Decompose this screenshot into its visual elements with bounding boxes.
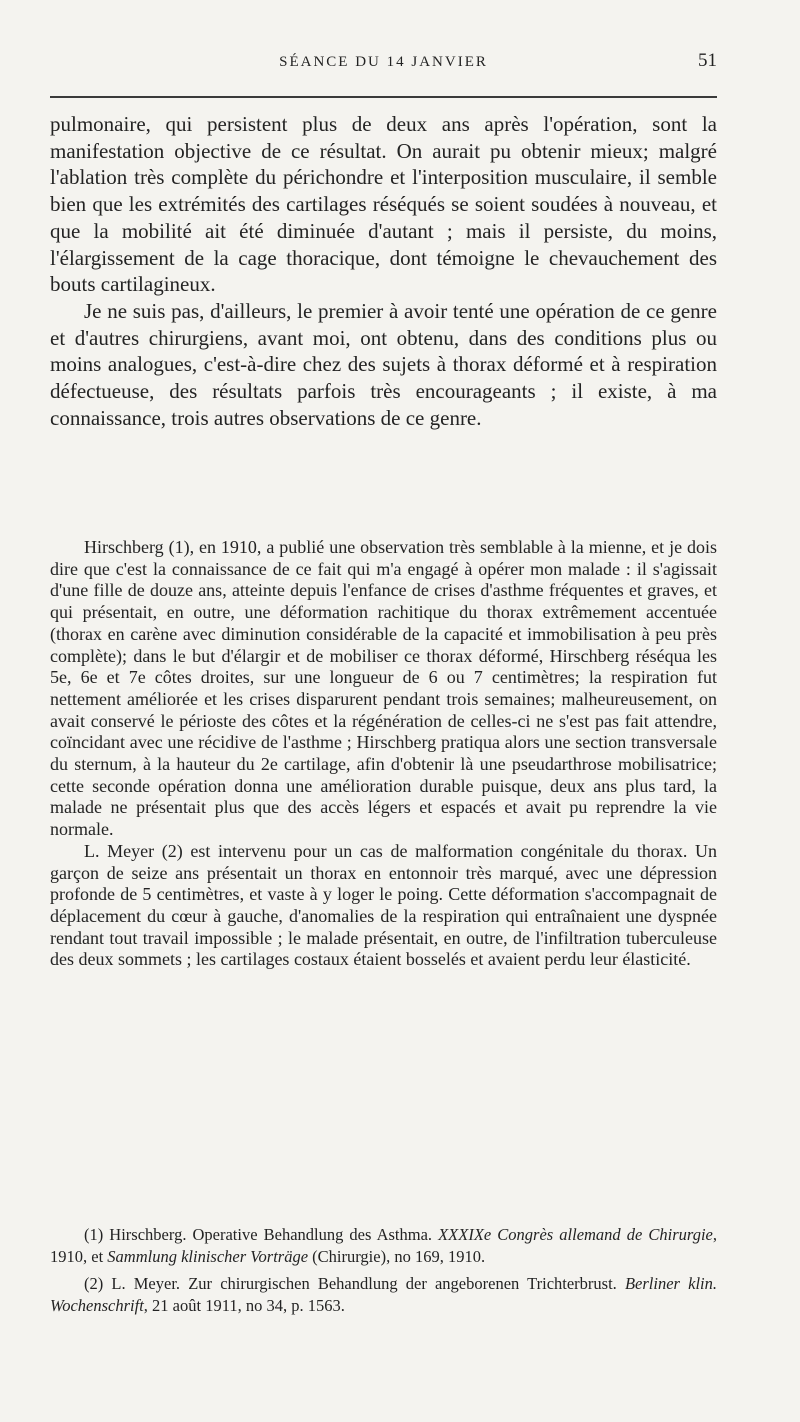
footnotes	[50, 1224, 717, 1316]
footnote-1-suffix: (Chirurgie), no 169, 1910.	[308, 1246, 486, 1266]
paragraph-4: L. Meyer (2) est intervenu pour un cas de malformation congénitale du thorax. Un garçon de seize ans présentait un thorax en entonnoir très marqué, avec une dépression profonde de 5 centimètres, et vaste à y loger le poing. Cette déformation s'accompagnait de déplacement du cœur à gauche, d'anomalies de la respiration qui entraînaient une dyspnée rendant tout travail impossible ; le malade présentait, en outre, de l'infiltration tuberculeuse des deux sommets ; les cartilages costaux étaient bosselés et avaient perdu leur élasticité.	[50, 840, 717, 970]
footnote-2	[50, 1273, 717, 1316]
paragraph-1: pulmonaire, qui persistent plus de deux ans après l'opération, sont la manifestation objective de ce résultat. On aurait pu obtenir mieux; malgré l'ablation très complète du périchondre et l'interposition musculaire, il semble bien que les extrémités des cartilages réséqués se soient soudées à nouveau, et que la mobilité ait été diminuée d'autant ; mais il persiste, du moins, l'élargissement de la cage thoracique, dont témoigne le chevauchement des bouts cartilagineux.	[50, 112, 717, 297]
footnote-2-text: (2) L. Meyer. Zur chirurgischen Behandlung der angeborenen Trichterbrust.	[84, 1274, 625, 1293]
running-title: SÉANCE DU 14 JANVIER	[279, 54, 488, 70]
large-text-block	[50, 111, 717, 431]
footnote-1-mid: , 1910, et	[50, 1225, 717, 1266]
page-header	[50, 50, 717, 80]
footnote-1	[50, 1224, 717, 1267]
footnote-1-journal: XXXIXe Congrès allemand de Chirurgie	[438, 1225, 713, 1244]
header-rule	[50, 96, 717, 98]
paragraph-3: Hirschberg (1), en 1910, a publié une observation très semblable à la mienne, et je dois dire que c'est la connaissance de ce fait qui m'a engagé à opérer mon malade : il s'agissait d'une fille de douze ans, atteinte depuis l'enfance de crises d'asthme fréquentes et graves, et qui présentait, en outre, une déformation rachitique du thorax extrêmement accentuée (thorax en carène avec diminution considérable de la capacité et immobilisation à peu près complète); dans le but d'élargir et de mobiliser ce thorax déformé, Hirschberg réséqua les 5e, 6e et 7e côtes droites, sur une longueur de 6 ou 7 centimètres; la respiration fut nettement améliorée et les crises disparurent pendant trois semaines; malheureusement, on avait conservé le périoste des côtes et la régénération de celles-ci ne s'est pas fait attendre, coïncidant avec une récidive de l'asthme ; Hirschberg pratiqua alors une section transversale du sternum, à la hauteur du 2e cartilage, afin d'obtenir là une pseudarthrose mobilisatrice; cette seconde opération donna une amélioration durable puisque, deux ans plus tard, la malade ne présentait plus que des accès légers et espacés et avait pu reprendre la vie normale.	[50, 537, 717, 840]
footnote-2-suffix: , 21 août 1911, no 34, p. 1563.	[143, 1295, 345, 1315]
footnote-1-text: (1) Hirschberg. Operative Behandlung des Asthma.	[84, 1225, 439, 1244]
small-text-block	[50, 537, 717, 971]
paragraph-2: Je ne suis pas, d'ailleurs, le premier à avoir tenté une opération de ce genre et d'autres chirurgiens, avant moi, ont obtenu, dans des conditions plus ou moins analogues, c'est-à-dire chez des sujets à thorax déformé et à respiration défectueuse, des résultats parfois très encourageants ; il existe, à ma connaissance, trois autres observations de ce genre.	[50, 298, 717, 430]
footnote-2-journal: Berliner klin. Wochenschrift	[50, 1274, 717, 1315]
page-number: 51	[698, 50, 717, 71]
footnote-1-series: Sammlung klinischer Vorträge	[107, 1246, 309, 1266]
